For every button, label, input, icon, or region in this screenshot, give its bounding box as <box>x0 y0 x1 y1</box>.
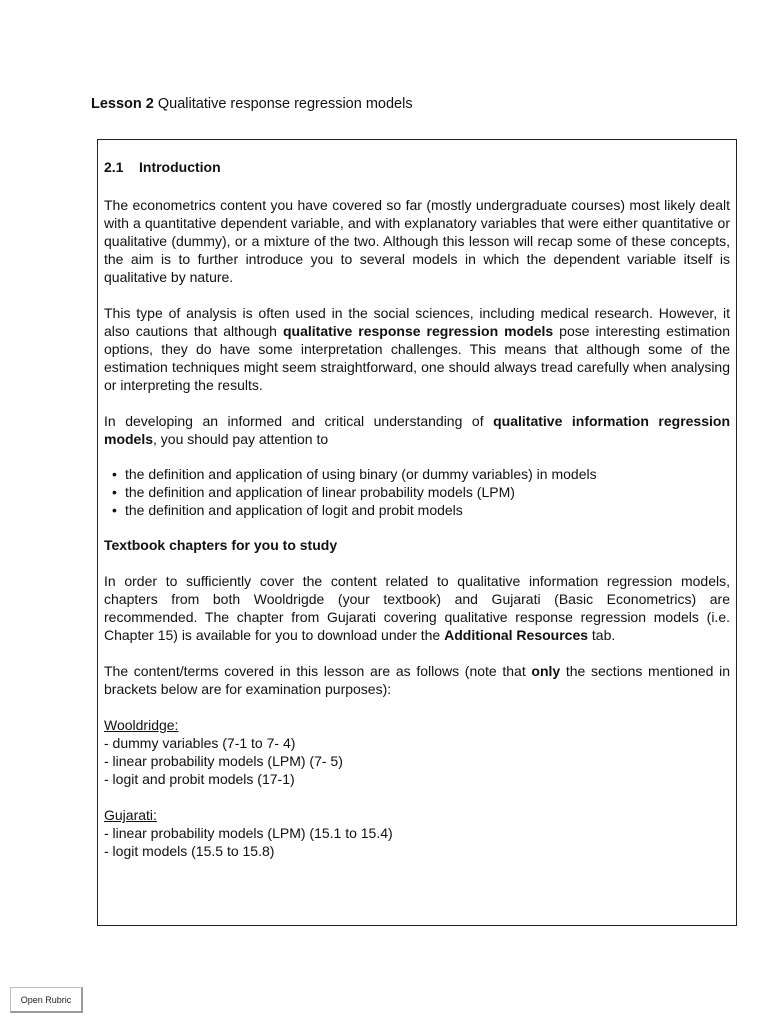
lesson-subtitle: Qualitative response regression models <box>157 96 413 112</box>
intro-paragraph-2 <box>104 304 730 394</box>
wooldridge-item: - linear probability models (LPM) (7- 5) <box>104 753 343 769</box>
wooldridge-label: Wooldridge: <box>104 717 179 733</box>
section-title: Introduction <box>139 159 221 175</box>
wooldridge-item: - logit and probit models (17-1) <box>104 771 295 787</box>
textbook-p2-text-b: the sections mentioned in brackets below are for examination purposes): <box>104 663 731 697</box>
lesson-title <box>91 96 413 112</box>
open-rubric-button[interactable]: Open Rubric <box>10 987 83 1013</box>
intro-p2-bold: qualitative response regression models <box>283 323 554 339</box>
intro-paragraph-1: The econometrics content you have covered so far (mostly undergraduate courses) most likely dealt with a quantitative dependent variable, and with explanatory variables that were either quantitative or qualitative (dummy), or a mixture of the two. Although this lesson will recap some of these concepts, the aim is to further introduce you to several models in which the dependent variable itself is qualitative by nature. <box>104 197 730 285</box>
textbook-p1-text-a: In order to sufficiently cover the content related to qualitative information regression models, chapters from both Wooldrigde (your textbook) and Gujarati (Basic Econometrics) are recommended. The chapter from Gujarati covering qualitative response regression models (i.e. Chapter 15) is available for you to download under the <box>104 573 730 643</box>
textbook-p1-bold: Additional Resources <box>444 627 589 643</box>
textbook-p2-text-a: The content/terms covered in this lesson are as follows (note that <box>104 663 532 679</box>
wooldridge-item: - dummy variables (7-1 to 7- 4) <box>104 735 296 751</box>
wooldridge-list <box>104 734 730 788</box>
textbook-paragraph-1 <box>104 572 730 644</box>
lesson-content-box <box>97 139 737 926</box>
textbook-heading: Textbook chapters for you to study <box>104 537 338 553</box>
intro-paragraph-3 <box>104 412 730 448</box>
textbook-p2-bold: only <box>531 663 561 679</box>
textbook-paragraph-2 <box>104 662 730 698</box>
gujarati-label: Gujarati: <box>104 807 157 823</box>
intro-p3-text-b: , you should pay attention to <box>153 431 329 447</box>
intro-p2-text-b: pose interesting estimation options, they do have some interpretation challenges. This means that although some of the estimation techniques might seem straightforward, one should always tread carefully when analysing or interpreting the results. <box>104 323 730 393</box>
focus-bullet-item: • the definition and application of using binary (or dummy variables) in models <box>125 465 730 483</box>
intro-p3-bold: qualitative information regression models <box>104 413 731 447</box>
section-number: 2.1 <box>104 159 124 175</box>
intro-p3-text-a: In developing an informed and critical understanding of <box>104 413 494 429</box>
section-heading-introduction <box>104 158 730 176</box>
focus-bullet-item: • the definition and application of logit and probit models <box>125 501 730 519</box>
intro-p2-text-a: This type of analysis is often used in the social sciences, including medical research. However, it also cautions that although <box>104 305 730 339</box>
gujarati-item: - logit models (15.5 to 15.8) <box>104 843 275 859</box>
gujarati-list <box>104 824 730 860</box>
textbook-p1-text-b: tab. <box>588 627 616 643</box>
gujarati-item: - linear probability models (LPM) (15.1 to 15.4) <box>104 825 393 841</box>
lesson-label: Lesson 2 <box>91 96 154 112</box>
focus-bullet-list <box>104 465 730 519</box>
focus-bullet-item: • the definition and application of linear probability models (LPM) <box>125 483 730 501</box>
